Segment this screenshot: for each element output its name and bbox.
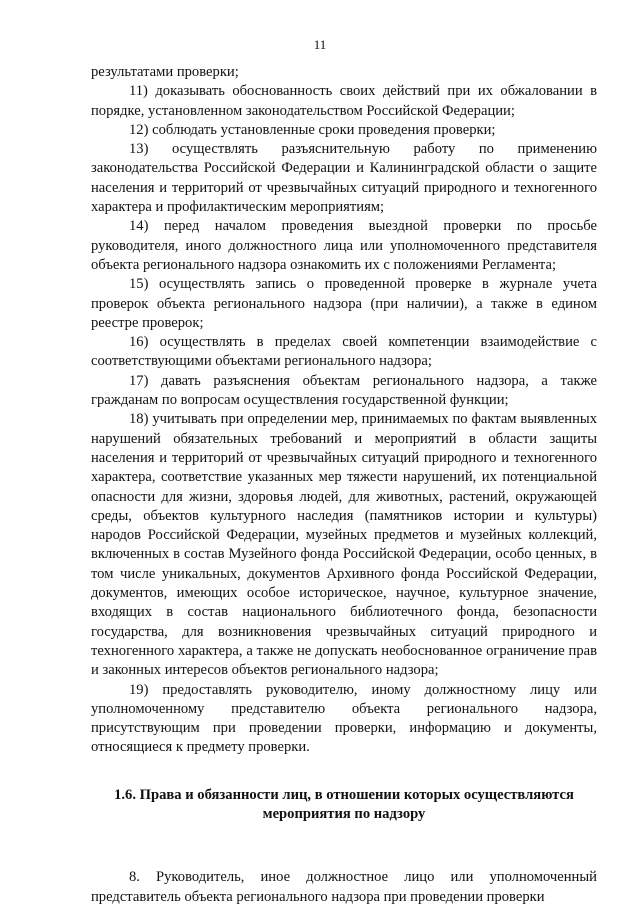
paragraph-item-14: 14) перед началом проведения выездной проверки по просьбе руководителя, иного должностного лица или уполномоченного представителя объекта регионального надзора ознакомить их с положениями Регламента; — [91, 218, 597, 273]
paragraph-clause-8: 8. Руководитель, иное должностное лицо или уполномоченный представитель объекта регионального надзора при проведении проверки — [91, 869, 597, 905]
paragraph-item-15: 15) осуществлять запись о проведенной проверке в журнале учета проверок объекта регионального надзора (при наличии), а также в едином реестре проверок; — [91, 276, 597, 331]
paragraph-item-11: 11) доказывать обоснованность своих действий при их обжаловании в порядке, установленном законодательством Российской Федерации; — [91, 83, 597, 119]
paragraph-item-16: 16) осуществлять в пределах своей компетенции взаимодействие с соответствующими объектами регионального надзора; — [91, 334, 597, 370]
paragraph-item-19: 19) предоставлять руководителю, иному должностному лицу или уполномоченному представителю объекта регионального надзора, присутствующим при проведении проверки, информацию и документы, относящиеся к предмету проверки. — [91, 681, 597, 756]
paragraph-item-17: 17) давать разъяснения объектам регионального надзора, а также гражданам по вопросам осуществления государственной функции; — [91, 372, 597, 409]
paragraph-item-18: 18) учитывать при определении мер, принимаемых по фактам выявленных нарушений обязательных требований и мероприятий в области защиты населения и территорий от чрезвычайных ситуаций природного и техногенного характера, соответствие указанных мер тяжести нарушений, их потенциальной опасности для жизни, здоровья людей, для животных, растений, окружающей среды, объектов культурного наследия (памятников истории и культуры) народов Российской Федерации, музейных предметов и музейных коллекций, включенных в состав Музейного фонда Российской Федерации, особо ценных, в том числе уникальных, документов Архивного фонда Российской Федерации, документов, имеющих особое историческое, научное, культурное значение, входящих в состав национального библиотечного фонда, безопасности государства, для возникновения чрезвычайных ситуаций природного и техногенного характера, а также не допускать необоснованное ограничение прав и законных интересов объектов регионального надзора; — [91, 411, 597, 679]
page-number: 11 — [313, 37, 327, 52]
section-heading-line: мероприятия по надзору — [262, 805, 426, 822]
paragraph-continuation: результатами проверки; — [91, 64, 239, 80]
paragraph-item-12: 12) соблюдать установленные сроки проведения проверки; — [129, 121, 496, 138]
document-body — [91, 63, 597, 907]
section-heading-line: 1.6. Права и обязанности лиц, в отношении которых осуществляются — [114, 786, 574, 803]
paragraph-item-13: 13) осуществлять разъяснительную работу по применению законодательства Российской Федерации и Калининградской области о защите населения и территорий от чрезвычайных ситуаций природного и техногенного характера и профилактическим мероприятиям; — [91, 141, 597, 216]
section-heading — [91, 786, 597, 825]
